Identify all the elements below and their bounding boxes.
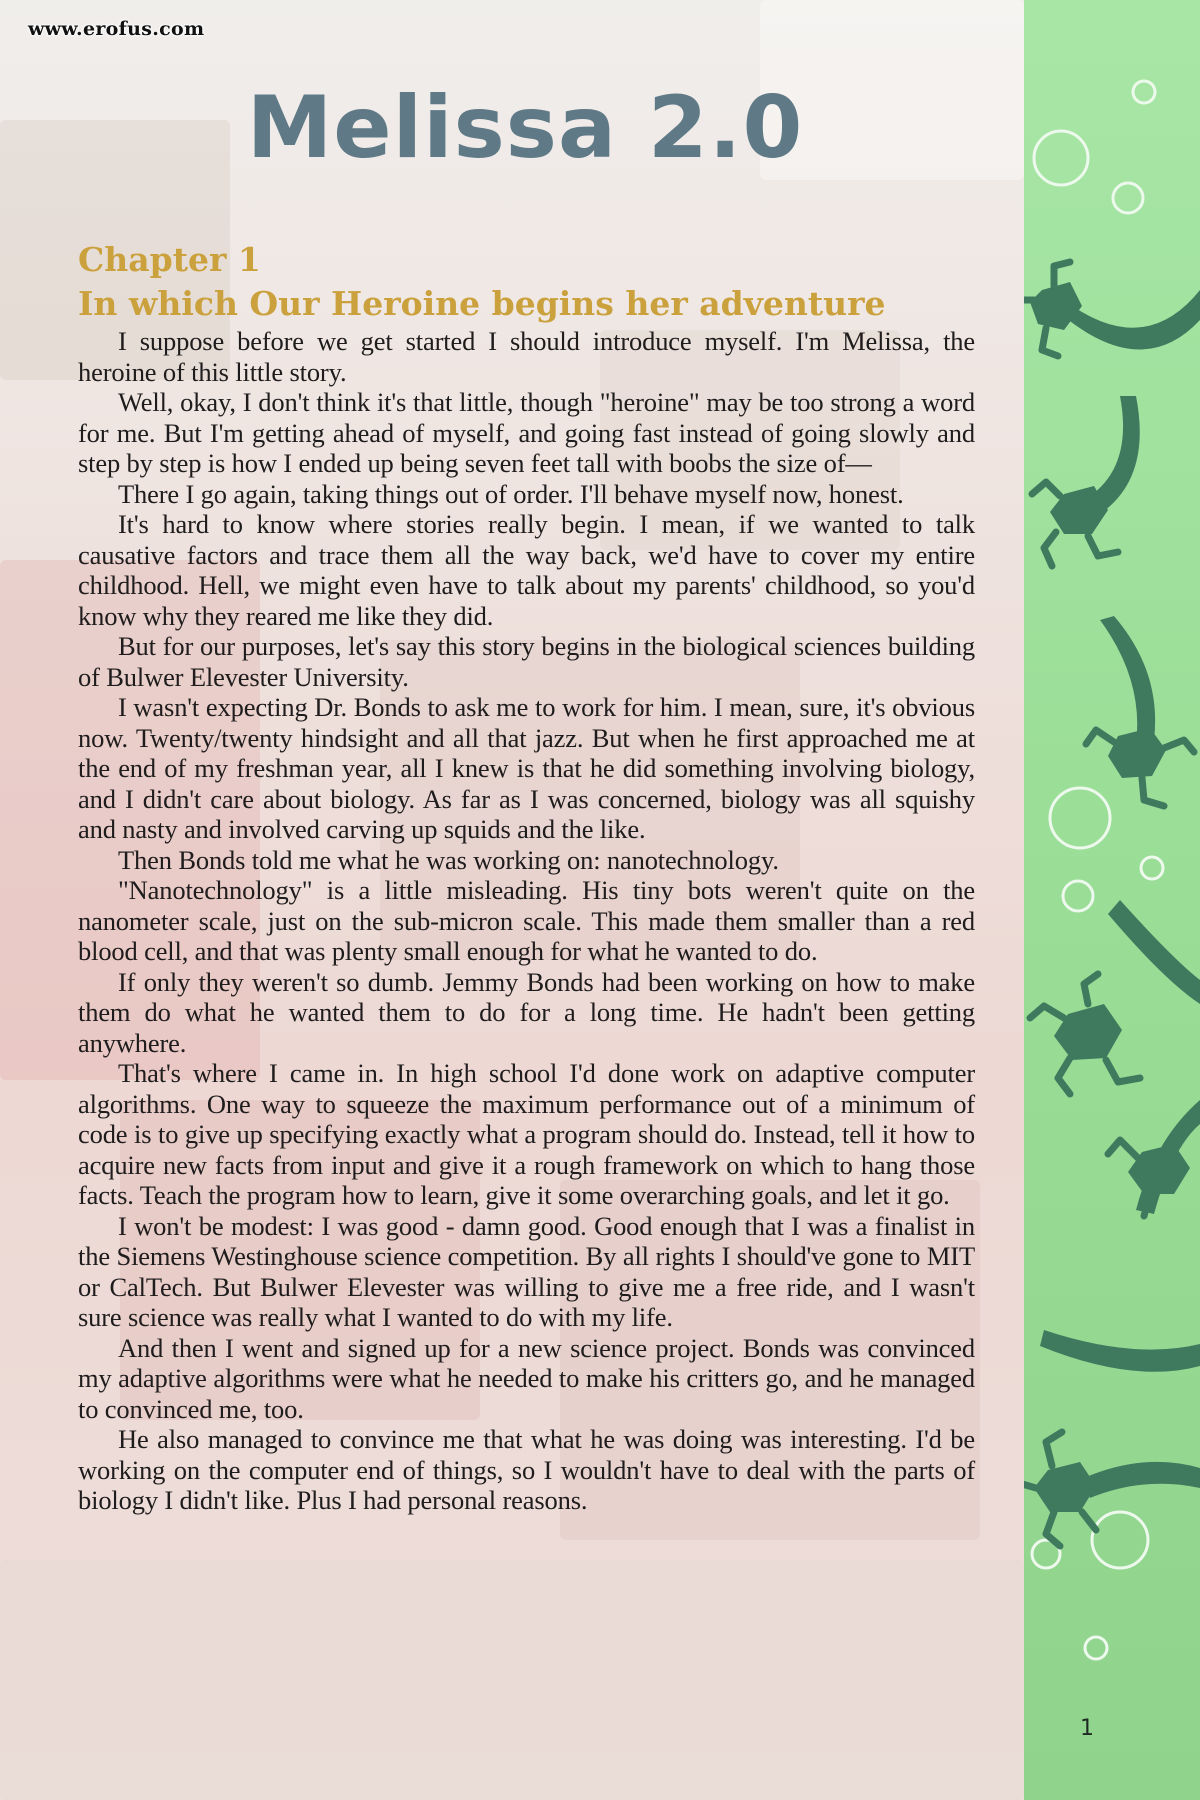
- bubble: [1092, 1512, 1148, 1568]
- page-number: 1: [1080, 1716, 1094, 1741]
- bubble: [1063, 881, 1093, 911]
- nanobot-icon: [1024, 262, 1200, 356]
- nanobot-icon: [1032, 396, 1140, 566]
- book-title: Melissa 2.0: [246, 78, 804, 178]
- paragraph: I won't be modest: I was good - damn good. Good enough that I was a finalist in the Siemens Westinghouse science competition. By all rights I should've gone to MIT or CalTech. But Bulwer Elevester was willing to give me a free ride, and I wasn't sure science was really what I wanted to do with my life.: [78, 1210, 975, 1332]
- bubble: [1113, 183, 1143, 213]
- paragraph: That's where I came in. In high school I'd done work on adaptive computer algorithms. One way to squeeze the maximum performance out of a minimum of code is to give up specifying exactly what a program should do. Instead, tell it how to acquire new facts from input and give it a rough framework on which to hang those facts. Teach the program how to learn, give it some overarching goals, and let it go.: [78, 1058, 975, 1210]
- paragraph: I suppose before we get started I should introduce myself. I'm Melissa, the heroine of this little story.: [78, 326, 975, 387]
- nanobot-icon: [1108, 1100, 1200, 1216]
- chapter-number: Chapter 1: [78, 240, 261, 279]
- bubble: [1050, 788, 1110, 848]
- paragraph: Well, okay, I don't think it's that little, though "heroine" may be too strong a word for me. But I'm getting ahead of myself, and going fast instead of going slowly and step by step is how I ended up being seven feet tall with boobs the size of—: [78, 387, 975, 478]
- paragraph: He also managed to convince me that what he was doing was interesting. I'd be working on the computer end of things, so I wouldn't have to deal with the parts of biology I didn't like. Plus I had personal reasons.: [78, 1424, 975, 1515]
- paragraph: Then Bonds told me what he was working on: nanotechnology.: [118, 844, 779, 875]
- paragraph: It's hard to know where stories really begin. I mean, if we wanted to talk causative factors and trace them all the way back, we'd have to cover my entire childhood. Hell, we might even have to talk about my parents' childhood, so you'd know why they reared me like they did.: [78, 509, 975, 631]
- nanobot-sidebar: [1024, 0, 1200, 1800]
- nanobot-pattern: [1024, 0, 1200, 1800]
- paragraph: "Nanotechnology" is a little misleading. His tiny bots weren't quite on the nanometer scale, just on the sub-micron scale. This made them smaller than a red blood cell, and that was plenty small enough for what he wanted to do.: [78, 875, 975, 966]
- paragraph: But for our purposes, let's say this story begins in the biological sciences building of Bulwer Elevester University.: [78, 631, 975, 692]
- paragraph: If only they weren't so dumb. Jemmy Bonds had been working on how to make them do what he wanted them to do for a long time. He hadn't been getting anywhere.: [78, 966, 975, 1058]
- paragraph: I wasn't expecting Dr. Bonds to ask me to work for him. I mean, sure, it's obvious now. Twenty/twenty hindsight and all that jazz. But when he first approached me at the end of my freshman year, all I knew is that he did something involving biology, and I didn't care about biology. As far as I was concerned, biology was all squishy and nasty and involved carving up squids and the like.: [78, 692, 975, 844]
- bubble: [1133, 81, 1155, 103]
- paragraph: There I go again, taking things out of order. I'll behave myself now, honest.: [118, 478, 904, 509]
- bubble: [1085, 1637, 1107, 1659]
- paragraph: And then I went and signed up for a new science project. Bonds was convinced my adaptive algorithms were what he needed to make his critters go, and he managed to convinced me, too.: [78, 1332, 975, 1424]
- nanobot-icon: [1030, 900, 1200, 1094]
- nanobot-icon: [1086, 616, 1194, 806]
- bubble: [1141, 857, 1163, 879]
- chapter-body-text: [78, 326, 975, 1516]
- watermark-url: www.erofus.com: [28, 18, 205, 40]
- chapter-subtitle: In which Our Heroine begins her adventure: [78, 284, 886, 323]
